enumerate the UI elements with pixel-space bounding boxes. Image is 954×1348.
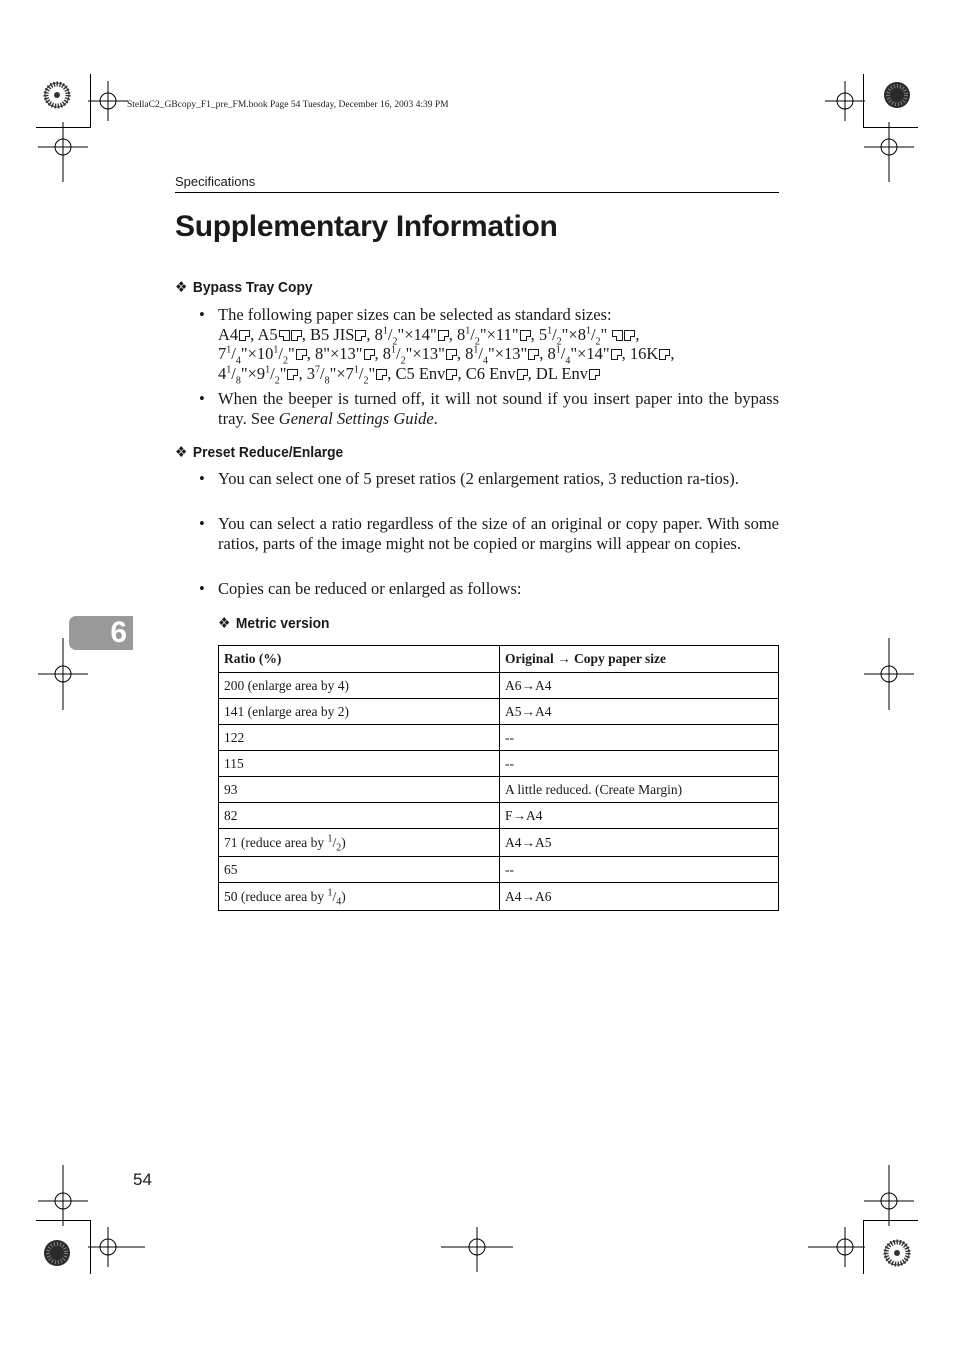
ratio-cell: 122: [219, 725, 500, 751]
bullet-intro: The following paper sizes can be selected as standard sizes:: [218, 305, 612, 324]
landscape-paper-icon: [438, 330, 449, 341]
page-title: Supplementary Information: [175, 210, 558, 243]
color-wheel-icon: [45, 83, 69, 107]
landscape-paper-icon: [376, 369, 387, 380]
registration-target-icon: [88, 81, 128, 121]
size-cell: A6→A4: [500, 673, 779, 699]
landscape-paper-icon: [287, 369, 298, 380]
registration-target-icon: [808, 1227, 865, 1267]
ratio-cell: 65: [219, 857, 500, 883]
landscape-paper-icon: [355, 330, 366, 341]
table-row: [219, 777, 779, 803]
ratio-cell: 200 (enlarge area by 4): [219, 673, 500, 699]
landscape-paper-icon: [446, 349, 457, 360]
preset-bullet-reduce: • Copies can be reduced or enlarged as follows:: [218, 579, 779, 599]
section-heading-preset: [175, 443, 343, 461]
registration-target-icon: [38, 122, 88, 182]
table-row: [219, 829, 779, 857]
registration-target-icon: [38, 1165, 88, 1226]
page-number: 54: [133, 1170, 152, 1189]
table-header-ratio: Ratio (%): [219, 646, 500, 673]
color-wheel-icon: [885, 1241, 909, 1265]
section-heading-bypass: [175, 278, 313, 296]
landscape-paper-icon: [296, 349, 307, 360]
size-cell: --: [500, 725, 779, 751]
diamond-bullet-icon: ❖: [175, 279, 188, 296]
section-heading-text: Preset Reduce/Enlarge: [192, 444, 344, 461]
size-cell: A4→A5: [500, 829, 779, 857]
registration-target-icon: [864, 122, 914, 182]
ratio-cell: 50 (reduce area by $^1/_4$): [219, 883, 500, 911]
preset-bullet-ratios: • You can select one of 5 preset ratios (2 enlargement ratios, 3 reduction ra-tios).: [218, 469, 779, 489]
landscape-paper-icon: [517, 369, 528, 380]
size-cell: A4→A6: [500, 883, 779, 911]
color-wheel-icon: [44, 1240, 70, 1266]
table-header-row: [219, 646, 779, 673]
landscape-paper-icon: [624, 330, 635, 341]
registration-target-icon: [825, 81, 865, 121]
portrait-paper-icon: [612, 330, 623, 341]
table-row: [219, 725, 779, 751]
diamond-bullet-icon: ❖: [218, 615, 231, 632]
landscape-paper-icon: [446, 369, 457, 380]
landscape-paper-icon: [611, 349, 622, 360]
bypass-bullet-beeper: • When the beeper is turned off, it will not sound if you insert paper into the bypass tray. See General Settings Guide.: [218, 389, 779, 428]
registration-target-icon: [441, 1227, 513, 1272]
diamond-bullet-icon: ❖: [175, 444, 188, 461]
landscape-paper-icon: [239, 330, 250, 341]
landscape-paper-icon: [291, 330, 302, 341]
landscape-paper-icon: [364, 349, 375, 360]
portrait-paper-icon: [279, 330, 290, 341]
landscape-paper-icon: [520, 330, 531, 341]
ratio-table: [218, 645, 779, 911]
chapter-tab: [69, 616, 133, 650]
size-cell: --: [500, 751, 779, 777]
landscape-paper-icon: [659, 349, 670, 360]
ratio-cell: 71 (reduce area by $^1/_2$): [219, 829, 500, 857]
size-cell: A little reduced. (Create Margin): [500, 777, 779, 803]
registration-target-icon: [88, 1227, 145, 1267]
reference-manual-title: General Settings Guide: [278, 408, 434, 428]
section-heading-metric: [218, 614, 329, 632]
landscape-paper-icon: [589, 369, 600, 380]
color-wheel-icon: [884, 82, 910, 108]
table-row: [219, 699, 779, 725]
table-header-size: Original → Copy paper size: [500, 646, 779, 673]
ratio-cell: 93: [219, 777, 500, 803]
table-row: [219, 803, 779, 829]
ratio-cell: 115: [219, 751, 500, 777]
table-row: [219, 857, 779, 883]
preset-bullet-regardless: • You can select a ratio regardless of the size of an original or copy paper. With some ratios, parts of the image might not be copied or margins will appear on copies.: [218, 514, 779, 553]
section-heading-text: Bypass Tray Copy: [192, 279, 313, 296]
table-row: [219, 751, 779, 777]
file-info: StellaC2_GBcopy_F1_pre_FM.book Page 54 Tuesday, December 16, 2003 4:39 PM: [127, 100, 449, 110]
chapter-number: 6: [110, 616, 127, 649]
size-cell: F→A4: [500, 803, 779, 829]
table-row: [219, 883, 779, 911]
size-cell: A5→A4: [500, 699, 779, 725]
registration-target-icon: [864, 638, 914, 710]
running-head: Specifications: [175, 174, 256, 189]
header-rule: [175, 192, 779, 193]
bypass-bullet-sizes: [218, 305, 779, 386]
landscape-paper-icon: [528, 349, 539, 360]
section-heading-text: Metric version: [235, 615, 330, 632]
ratio-cell: 141 (enlarge area by 2): [219, 699, 500, 725]
table-row: [219, 673, 779, 699]
registration-target-icon: [864, 1165, 914, 1226]
size-cell: --: [500, 857, 779, 883]
paper-size-list: A4 , A5 , B5 JIS , $8^1/_2"\times 14$" , $8^1/_2"\times 11$" , $5^1/_2"\times 8^1/_2$" , $7^1/_4"\times 10^1/_2$" , 8"×13" , $8^1/_2"\times 13$" , $8^1/_4"\times 13$" , $8^1/_4"\times 14$" , 16K , $4^1/_8"\times 9^1/_2$" , $3^7/_8"\times 7^1/_2$" , C5 Env , C6 Env , DL Env: [218, 324, 675, 386]
ratio-cell: 82: [219, 803, 500, 829]
